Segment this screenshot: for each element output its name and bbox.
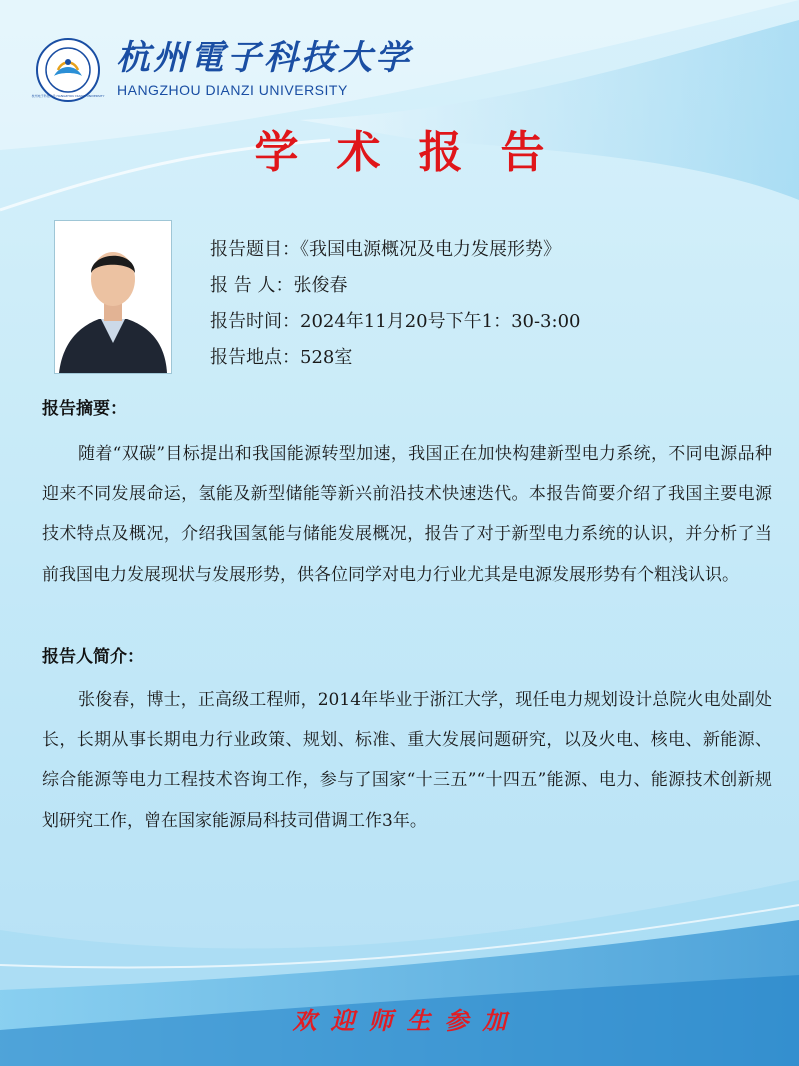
speaker-label: 报 告 人： — [210, 275, 294, 296]
abstract-text: 随着“双碳”目标提出和我国能源转型加速，我国正在加快构建新型电力系统，不同电源品种迎来不同发展命运，氢能及新型储能等新兴前沿技术快速迭代。本报告简要介绍了我国主要电源技术特点及概况，介绍我国氢能与储能发展概况，报告了对于新型电力系统的认识，并分析了当前我国电力发展现状与发展形势，供各位同学对电力行业尤其是电源发展形势有个粗浅认识。 — [42, 444, 772, 585]
hdu-seal-logo-icon — [31, 38, 105, 102]
time-row — [210, 304, 770, 340]
location-row — [210, 340, 770, 376]
location-label: 报告地点： — [210, 347, 300, 368]
time-label: 报告时间： — [210, 311, 300, 332]
logo-ring-text: 杭州电子科技大学 HANGZHOU DIANZI UNIVERSITY — [31, 94, 105, 98]
abstract-section — [42, 394, 772, 595]
university-name-en: HANGZHOU DIANZI UNIVERSITY — [117, 82, 348, 98]
topic-label: 报告题目： — [210, 239, 300, 260]
speaker-row — [210, 268, 770, 304]
topic-value: 《我国电源概况及电力发展形势》 — [300, 239, 561, 260]
abstract-heading: 报告摘要： — [42, 399, 127, 419]
time-value: 2024年11月20号下午1：30-3:00 — [300, 311, 581, 332]
location-value: 528室 — [300, 347, 353, 368]
report-info — [210, 232, 770, 376]
page-title: 学术报告 — [254, 127, 583, 178]
speaker-portrait-icon — [55, 221, 171, 373]
bio-section — [42, 642, 772, 841]
topic-row — [210, 232, 770, 268]
speaker-portrait — [55, 221, 171, 373]
bio-heading: 报告人简介： — [42, 647, 144, 667]
speaker-value: 张俊春 — [293, 275, 348, 296]
university-name-cn: 杭州電子科技大学 — [116, 38, 412, 78]
bio-text: 张俊春，博士，正高级工程师，2014年毕业于浙江大学，现任电力规划设计总院火电处副处长，长期从事长期电力行业政策、规划、标准、重大发展问题研究，以及火电、核电、新能源、综合能源等电力工程技术咨询工作，参与了国家“十三五”“十四五”能源、电力、能源技术创新规划研究工作，曾在国家能源局科技司借调工作3年。 — [42, 690, 772, 831]
welcome-text: 欢迎师生参加 — [292, 1006, 521, 1035]
